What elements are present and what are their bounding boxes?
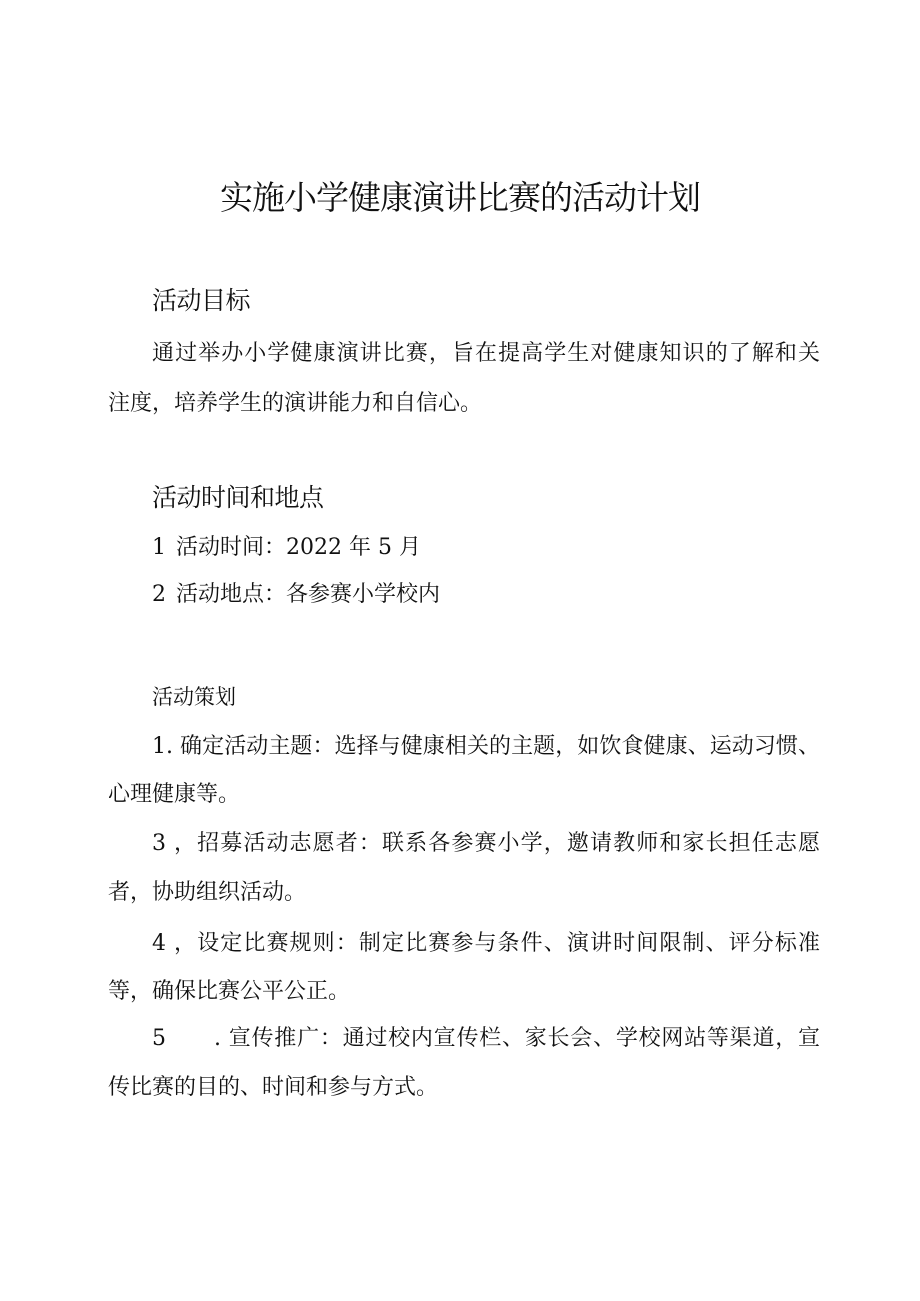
time-item (152, 533, 421, 563)
plan-item-3-number: 4 (152, 931, 166, 956)
goal-paragraph-line-2: 注度，培养学生的演讲能力和自信心。 (108, 391, 483, 416)
plan-item-2-line-2: 者，协助组织活动。 (108, 880, 307, 905)
place-item (152, 580, 440, 610)
goal-paragraph-line-1: 通过举办小学健康演讲比赛，旨在提高学生对健康知识的了解和关 (152, 341, 820, 366)
plan-item-1-line-1: 1. 确定活动主题：选择与健康相关的主题，如饮食健康、运动习惯、 (152, 734, 820, 759)
section-heading-time-place: 活动时间和地点 (152, 483, 324, 512)
document-title: 实施小学健康演讲比赛的活动计划 (220, 178, 700, 217)
plan-item-4-line-1 (152, 1024, 820, 1054)
plan-item-2-line-1 (152, 829, 820, 859)
plan-item-3-line-1 (152, 929, 820, 959)
plan-item-3-line-2: 等，确保比赛公平公正。 (108, 979, 351, 1004)
section-heading-goal: 活动目标 (152, 286, 251, 315)
plan-item-4-line-2: 传比赛的目的、时间和参与方式。 (108, 1075, 439, 1100)
place-item-text: 活动地点：各参赛小学校内 (176, 582, 441, 607)
plan-item-2-text: ，招募活动志愿者：联系各参赛小学，邀请教师和家长担任志愿 (174, 831, 820, 856)
place-item-number: 2 (152, 582, 166, 607)
time-item-number: 1 (152, 535, 166, 560)
plan-item-1-line-2: 心理健康等。 (108, 782, 241, 807)
plan-item-4-text: . 宣传推广：通过校内宣传栏、家长会、学校网站等渠道，宣 (214, 1026, 820, 1051)
time-item-text: 活动时间：2022 年 5 月 (176, 535, 421, 560)
plan-item-4-number: 5 (152, 1026, 166, 1051)
section-heading-planning: 活动策划 (152, 685, 236, 709)
plan-item-3-text: ，设定比赛规则：制定比赛参与条件、演讲时间限制、评分标准 (174, 931, 820, 956)
plan-item-2-number: 3 (152, 831, 166, 856)
